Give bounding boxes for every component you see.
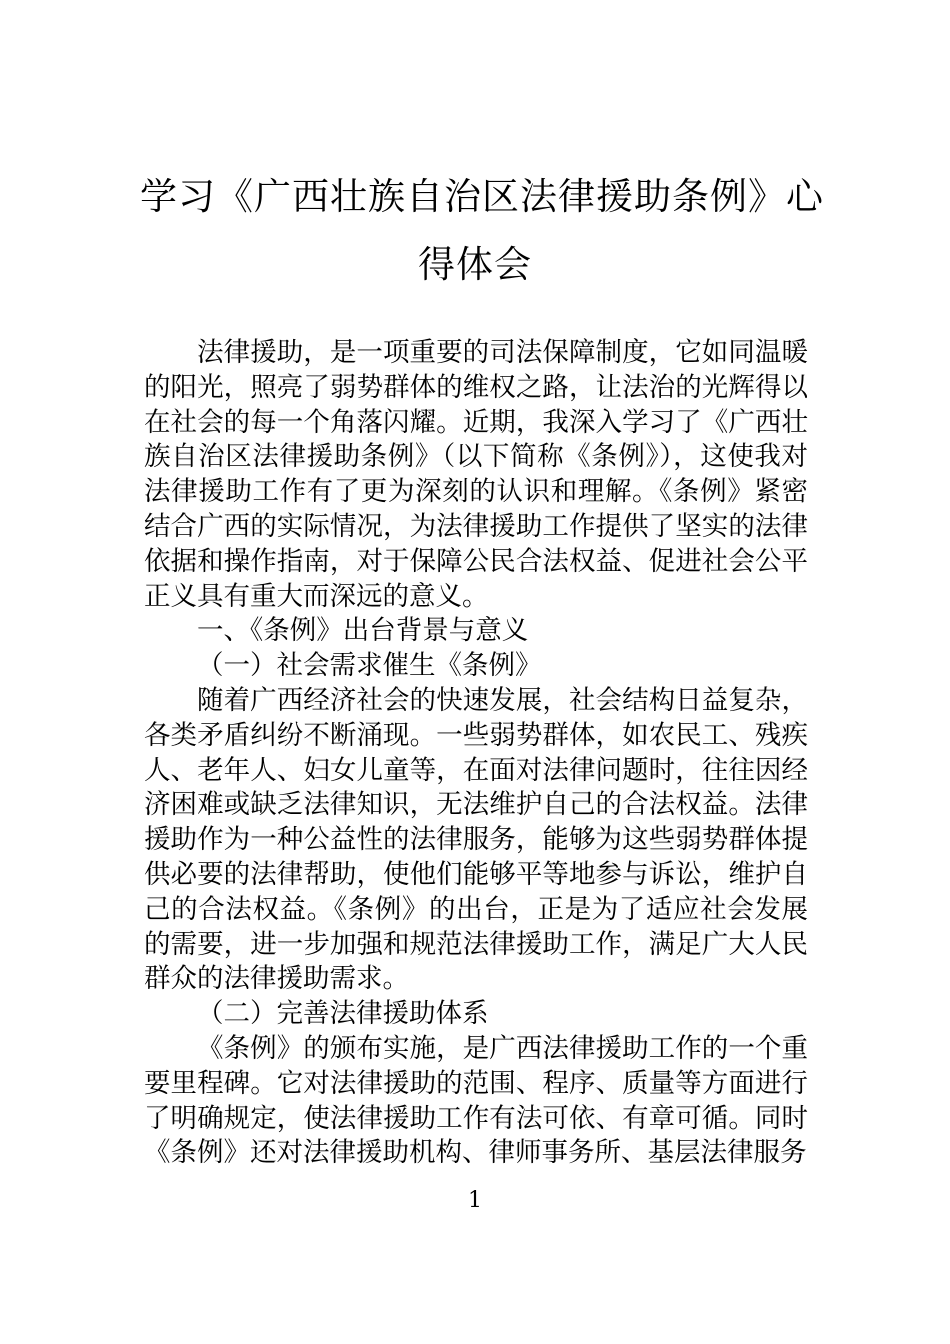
page-number: 1 [468, 1188, 482, 1213]
document-body [144, 336, 808, 1171]
subsection-1-paragraph: 随着广西经济社会的快速发展，社会结构日益复杂，各类矛盾纠纷不断涌现。一些弱势群体，如农民工、残疾人、老年人、妇女儿童等，在面对法律问题时，往往因经济困难或缺乏法律知识，无法维护自己的合法权益。法律援助作为一种公益性的法律服务，能够为这些弱势群体提供必要的法律帮助，使他们能够平等地参与诉讼，维护自己的合法权益。《条例》的出台，正是为了适应社会发展的需要，进一步加强和规范法律援助工作，满足广大人民群众的法律援助需求。 [144, 684, 808, 995]
subsection-2-paragraph: 《条例》的颁布实施，是广西法律援助工作的一个重要里程碑。它对法律援助的范围、程序、质量等方面进行了明确规定，使法律援助工作有法可依、有章可循。同时《条例》还对法律援助机构、律师事务所、基层法律服务 [144, 1032, 808, 1169]
title-line-1: 学习《广西壮族自治区法律援助条例》心 [140, 175, 824, 218]
document-title [140, 168, 824, 294]
title-line-2: 得体会 [418, 243, 532, 286]
section-heading-1: 一、《条例》出台背景与意义 [197, 615, 529, 647]
subsection-heading-2: （二）完善法律援助体系 [197, 998, 489, 1030]
intro-paragraph: 法律援助，是一项重要的司法保障制度，它如同温暖的阳光，照亮了弱势群体的维权之路，让法治的光辉得以在社会的每一个角落闪耀。近期，我深入学习了《广西壮族自治区法律援助条例》（以下简称《条例》），这使我对法律援助工作有了更为深刻的认识和理解。《条例》紧密结合广西的实际情况，为法律援助工作提供了坚实的法律依据和操作指南，对于保障公民合法权益、促进社会公平正义具有重大而深远的意义。 [144, 337, 808, 612]
subsection-heading-1: （一）社会需求催生《条例》 [197, 650, 542, 682]
